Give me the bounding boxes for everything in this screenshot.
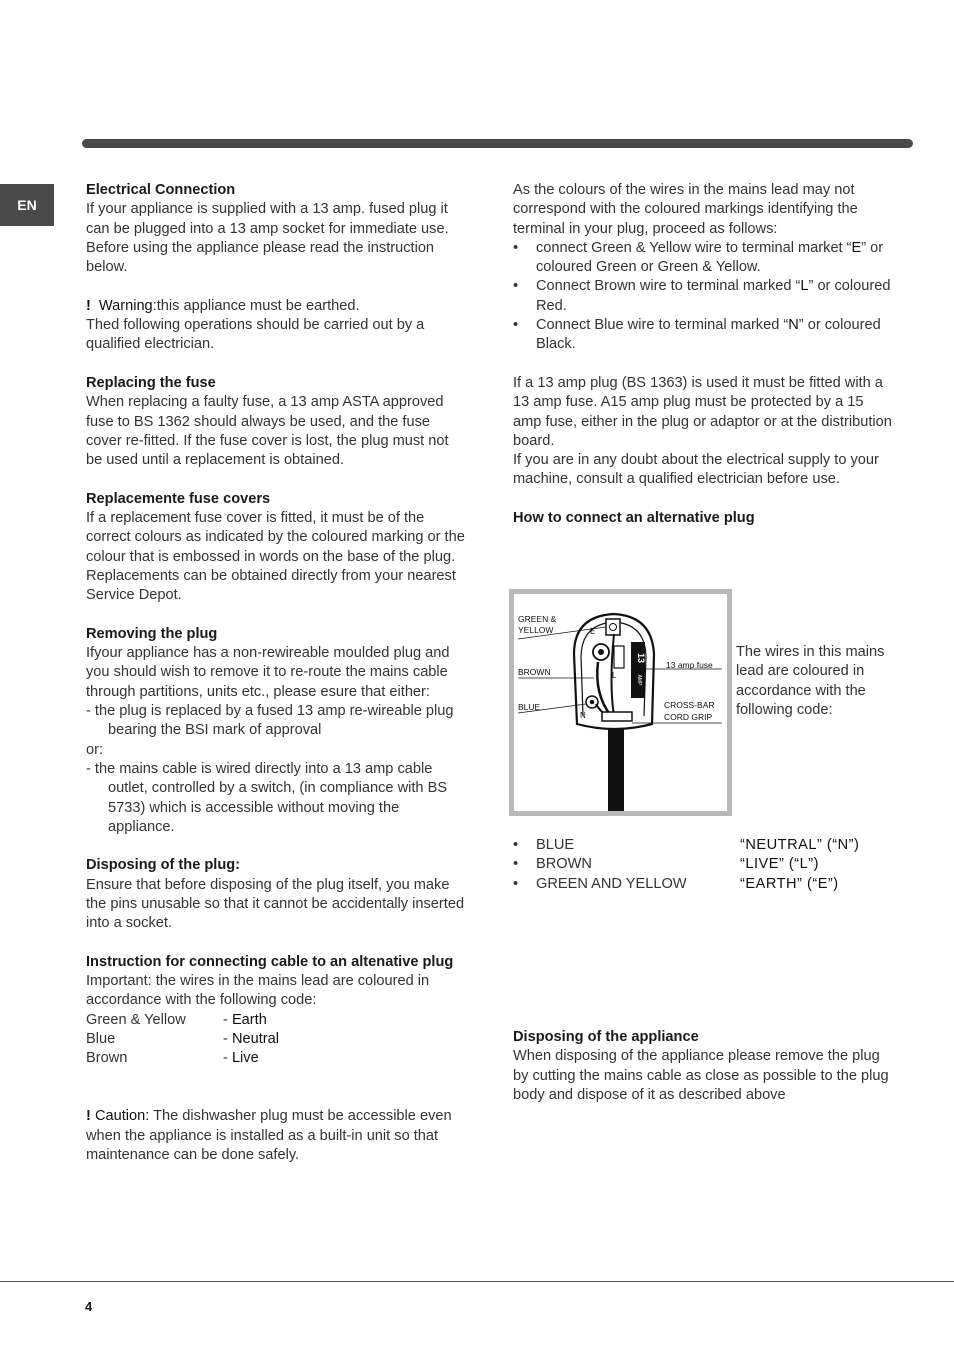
terminal-n-label: N	[580, 711, 586, 720]
wire-colour: Brown	[86, 1050, 128, 1067]
caution-text: The dishwasher plug must be accessible even when the appliance is installed as a built-in unit so that maintenance can be done safely.	[86, 1108, 452, 1163]
terminal-letter: E	[851, 239, 862, 256]
earth-terminal	[606, 619, 620, 635]
terminal-l-label: L	[612, 671, 617, 680]
removing-or: or:	[86, 741, 104, 758]
instruction-heading: Instruction for connecting cable to an altenative plug	[86, 953, 454, 970]
wire-colour: BLUE	[536, 837, 575, 853]
wire-code: “LIVE” (“L”)	[740, 856, 819, 873]
disposing-appliance-heading: Disposing of the appliance	[513, 1029, 699, 1045]
fuse-number: 13	[636, 652, 646, 664]
plug-wiring-diagram	[509, 589, 732, 816]
terminal-letter: N	[788, 317, 799, 334]
wire-colours-intro: As the colours of the wires in the mains lead may not correspond with the coloured markings identifying the terminal in your plug, proceed as follows:	[513, 182, 858, 237]
electrical-connection-heading: Electrical Connection	[86, 182, 236, 198]
wire-code-list	[513, 836, 903, 894]
warning-body: Thed following operations should be carried out by a qualified electrician.	[86, 317, 425, 353]
instruction-body: Important: the wires in the mains lead are coloured in accordance with the following code:	[86, 973, 430, 1009]
fuse-paragraph: If a 13 amp plug (BS 1363) is used it must be fitted with a 13 amp fuse. A15 amp plug must be protected by a 15 amp fuse, either in the plug or adaptor or at the distribution board.	[513, 374, 892, 449]
label-brown: BROWN	[518, 667, 551, 677]
doubt-paragraph: If you are in any doubt about the electrical supply to your machine, consult a qualified electrician before use.	[513, 452, 879, 488]
wire-code-row	[86, 1011, 466, 1030]
figure-caption: The wires in this mains lead are coloured in accordance with the following code:	[736, 644, 885, 718]
wire-code-row	[86, 1049, 466, 1068]
wire-name: Live	[231, 1050, 259, 1067]
page-number: 4	[85, 1299, 93, 1314]
warning-mark: !	[86, 297, 91, 314]
caution-mark: !	[86, 1108, 91, 1125]
replacing-fuse-body: When replacing a faulty fuse, a 13 amp ASTA approved fuse to BS 1362 should always be used, and the fuse cover re-fitted. If the fuse cover is lost, the plug must not be used until a replacement is obtained.	[86, 394, 449, 469]
label-cord-grip: CORD GRIP	[664, 712, 713, 722]
right-column	[513, 181, 893, 528]
fuse-amp-text: AMP	[636, 674, 642, 686]
header-rule	[82, 139, 913, 148]
wire-dash: -	[223, 1011, 228, 1028]
wire-name: Earth	[231, 1011, 267, 1028]
label-fuse: 13 amp fuse	[666, 660, 713, 670]
wire-colour: BROWN	[536, 856, 592, 873]
warning-text: :this appliance must be earthed.	[152, 297, 360, 314]
caution-paragraph	[86, 1107, 466, 1165]
list-item: • Connect Blue wire to terminal marked “N” or coloured Black.	[513, 316, 893, 355]
wire-code-row	[86, 1030, 466, 1049]
wire-dash: -	[223, 1031, 228, 1048]
wire-colour: Blue	[86, 1031, 116, 1048]
wire-name: Neutral	[231, 1031, 279, 1048]
fuse-icon	[631, 642, 645, 698]
language-tab[interactable]: EN	[0, 184, 54, 226]
label-crossbar: CROSS-BAR	[664, 700, 715, 710]
terminal-letter: L	[800, 278, 809, 295]
list-item: • GREEN AND YELLOW “EARTH” (“E”)	[513, 875, 903, 894]
left-column	[86, 181, 466, 1165]
alternative-plug-heading: How to connect an alternative plug	[513, 510, 755, 527]
caution-label: Caution:	[94, 1108, 150, 1125]
wire-dash: -	[223, 1050, 228, 1067]
removing-plug-heading: Removing the plug	[86, 625, 218, 642]
disposing-appliance-body: When disposing of the appliance please remove the plug by cutting the mains cable as close as possible to the plug body and dispose of it as described above	[513, 1048, 889, 1103]
wire-code: “NEUTRAL” (“N”)	[740, 837, 860, 853]
wire-colour: Green & Yellow	[86, 1011, 186, 1028]
label-blue: BLUE	[518, 702, 541, 712]
label-green-yellow: GREEN &	[518, 614, 557, 624]
cord-grip	[602, 712, 632, 721]
list-item: • Connect Brown wire to terminal marked “L” or coloured Red.	[513, 277, 893, 316]
terminal-e-label: E	[590, 627, 596, 636]
list-item: • connect Green & Yellow wire to terminal market “E” or coloured Green or Green & Yellow.	[513, 239, 893, 278]
wire-code: “EARTH” (“E”)	[740, 875, 839, 892]
fuse-covers-heading: Replacemente fuse covers	[86, 490, 271, 507]
disposing-appliance-section	[513, 1028, 893, 1105]
electrical-connection-body: If your appliance is supplied with a 13 amp. fused plug it can be plugged into a 13 amp socket for immediate use. Before using the appliance please read the instruction below.	[86, 201, 449, 276]
disposing-plug-body: Ensure that before disposing of the plug itself, you make the pins unusable so that it cannot be accidentally inserted into a socket.	[86, 876, 465, 932]
replacing-fuse-heading: Replacing the fuse	[86, 374, 216, 391]
warning-label: Warning	[98, 297, 153, 314]
warning-line	[86, 297, 466, 316]
removing-plug-body: Ifyour appliance has a non-rewireable moulded plug and you should wish to remove it to re-route the mains cable through partitions, units etc., please esure that either:	[86, 645, 450, 700]
terminal-steps-list	[513, 239, 893, 355]
list-item: • BLUE “NEUTRAL” (“N”)	[513, 836, 903, 855]
list-item: • BROWN “LIVE” (“L”)	[513, 855, 903, 874]
removing-option-1: - the plug is replaced by a fused 13 amp re-wireable plug bearing the BSI mark of approval	[86, 703, 454, 739]
plug-illustration	[514, 594, 727, 811]
fuse-covers-body: If a replacement fuse cover is fitted, it must be of the correct colours as indicated by the coloured marking or the colour that is embossed in words on the base of the plug. Replacements can be obtained directly from your nearest Service Depot.	[86, 510, 465, 604]
disposing-plug-heading: Disposing of the plug:	[86, 857, 241, 874]
wire-colour: GREEN AND YELLOW	[536, 875, 687, 892]
removing-option-2: - the mains cable is wired directly into a 13 amp cable outlet, controlled by a switch, (in compliance with BS 5733) which is accessible without moving the appliance.	[86, 760, 448, 835]
label-green-yellow-2: YELLOW	[518, 625, 554, 635]
footer-rule	[0, 1281, 954, 1282]
